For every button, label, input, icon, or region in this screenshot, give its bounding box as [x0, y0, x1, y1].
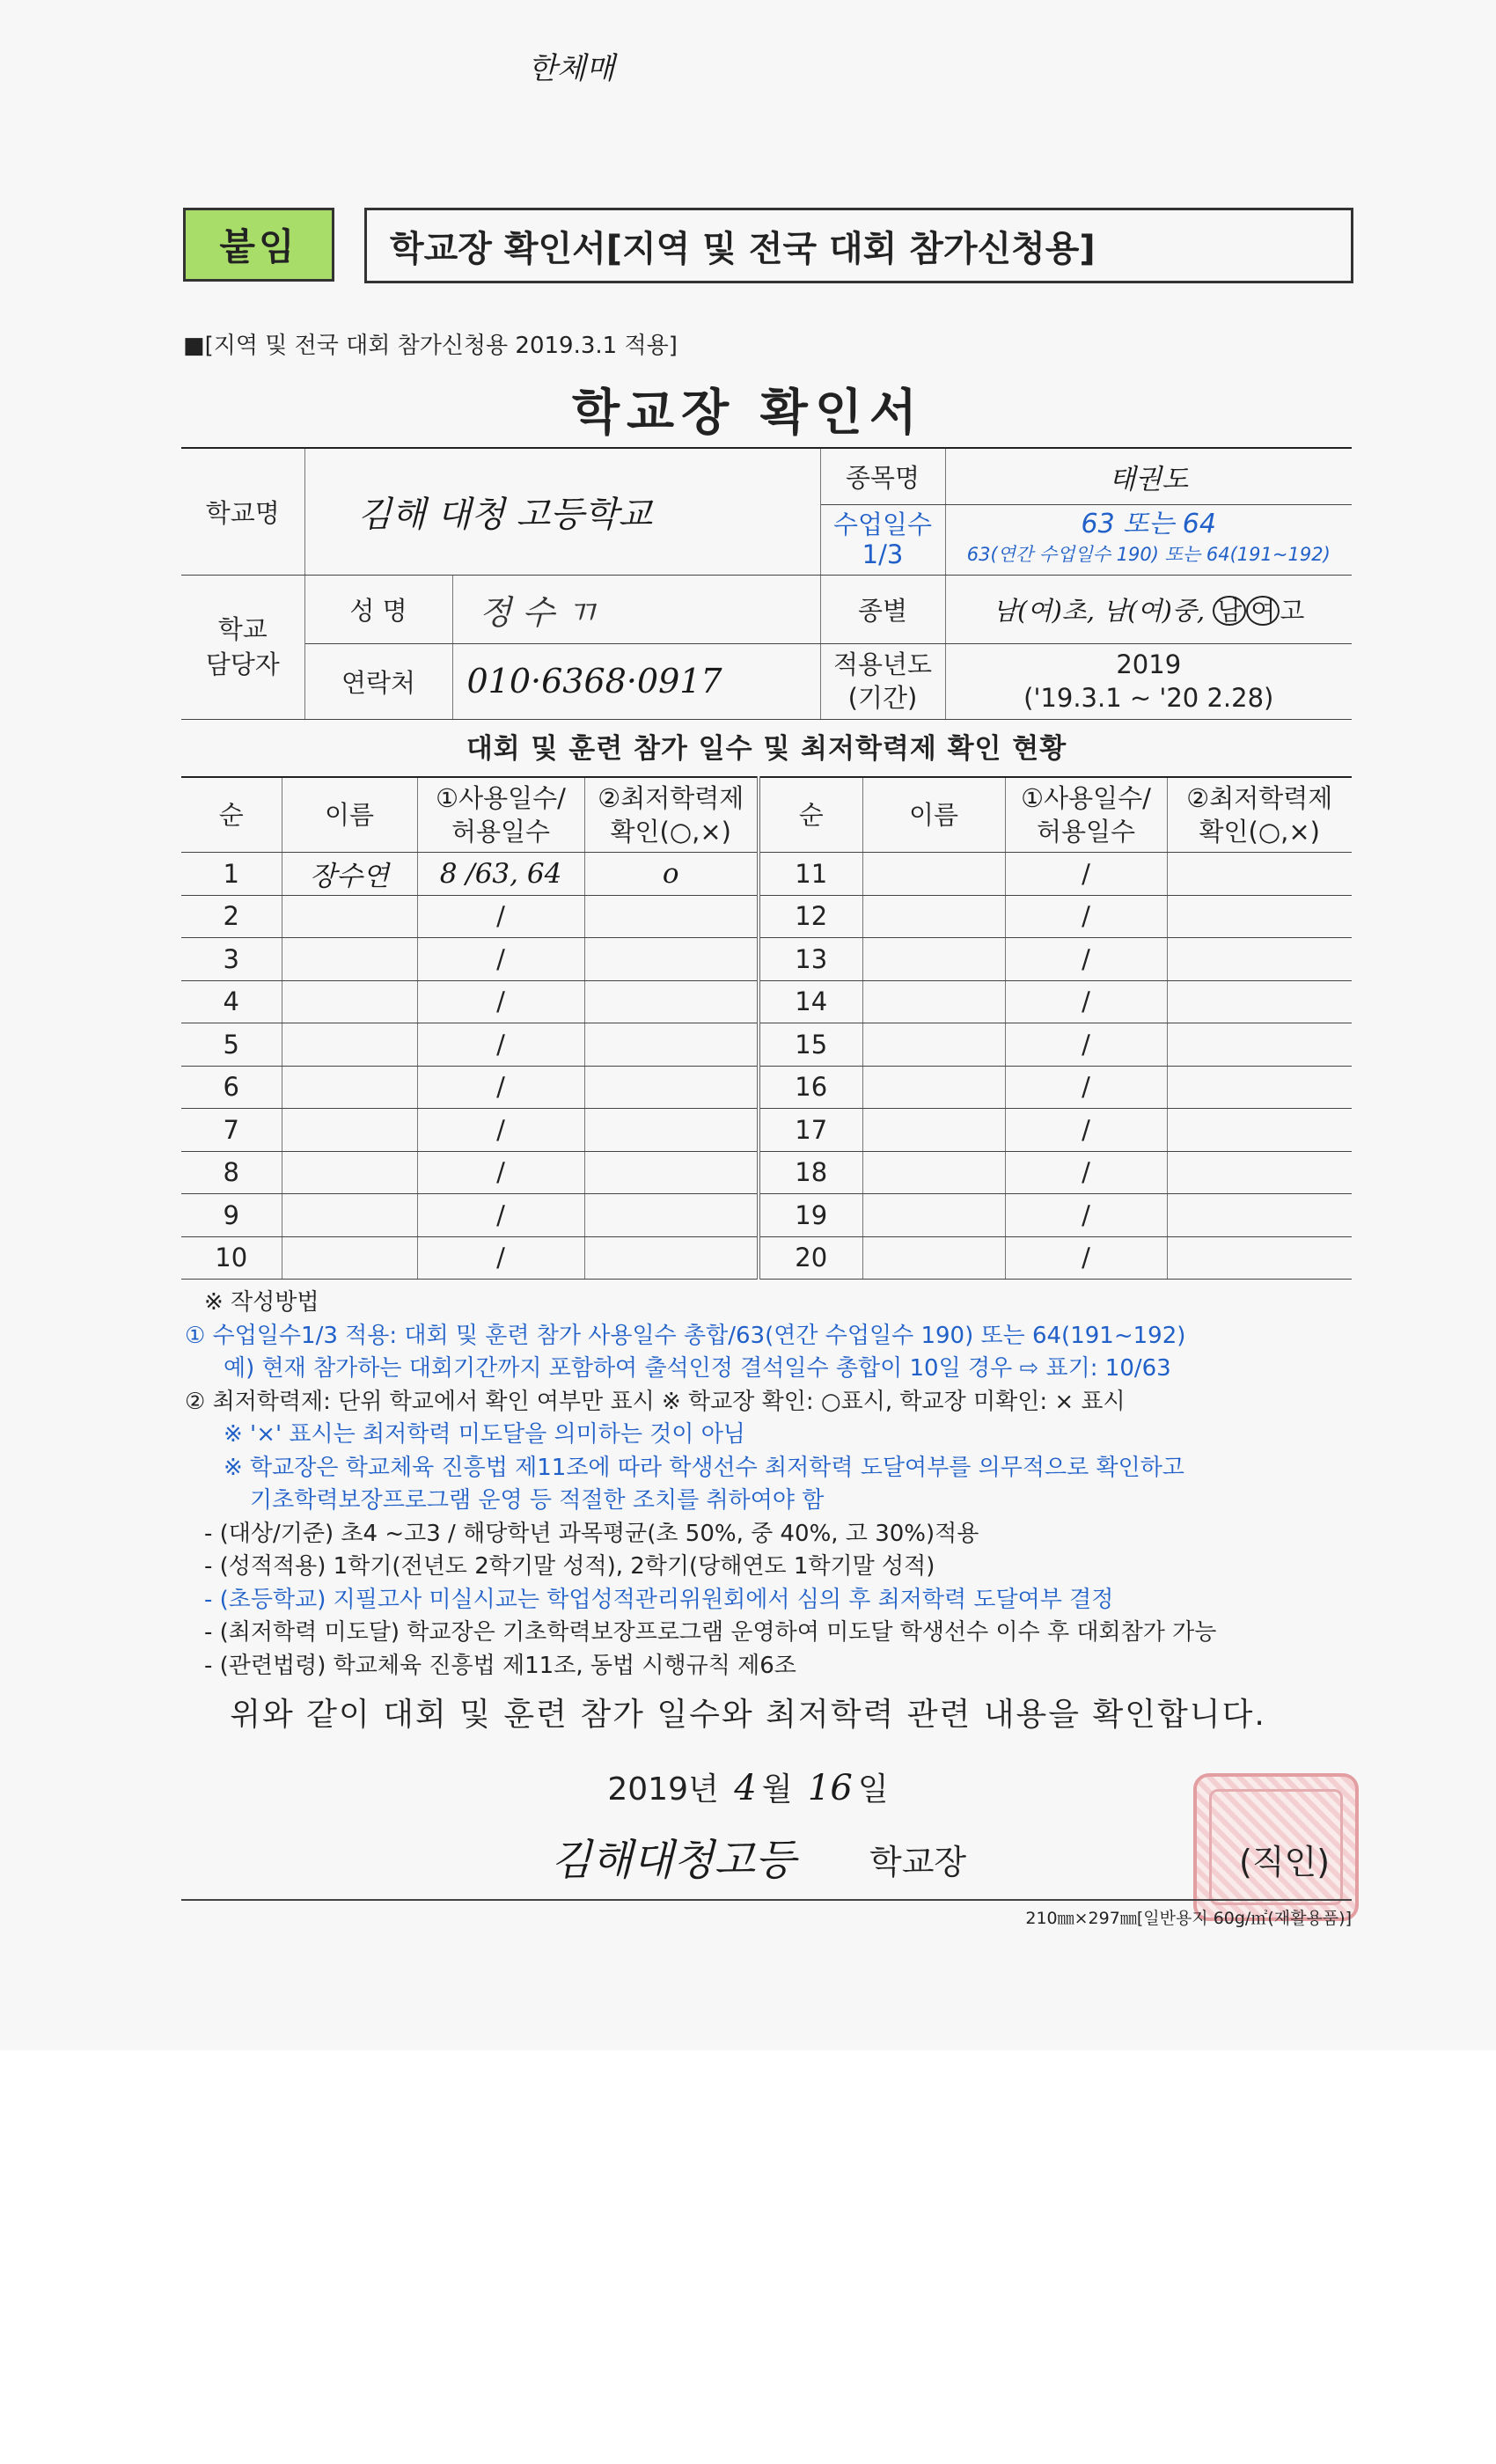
instruction-line: 기초학력보장프로그램 운영 등 적절한 조치를 취하여야 함 — [250, 1487, 825, 1514]
row-min — [584, 1236, 759, 1280]
row-days: / — [1005, 895, 1167, 938]
row-days: / — [417, 1151, 584, 1194]
school-name: 김해 대청 고등학교 — [304, 448, 820, 575]
instruction-line: - (최저학력 미도달) 학교장은 기초학력보장프로그램 운영하여 미도달 학생선수 이수 후 대회참가 가능 — [204, 1619, 1217, 1646]
row-name — [862, 1236, 1005, 1280]
year-value-line1: 2019 — [1116, 649, 1182, 679]
row-no: 20 — [759, 1236, 862, 1280]
principal-label: 학교장 — [869, 1843, 967, 1881]
date-day: 16 — [807, 1768, 853, 1808]
sport-value: 태권도 — [945, 448, 1352, 504]
row-no: 18 — [759, 1151, 862, 1194]
row-min — [1167, 980, 1352, 1023]
year-value — [945, 643, 1352, 719]
row-no: 4 — [181, 980, 282, 1023]
row-days: / — [417, 1066, 584, 1109]
row-days: / — [1005, 980, 1167, 1023]
days-value-line2: 63(연간 수업일수 190) 또는 64(191~192) — [966, 544, 1331, 565]
manager-label-line1: 학교 — [217, 614, 268, 644]
year-value-line2: ('19.3.1 ~ '20 2.28) — [1023, 683, 1274, 713]
row-no: 9 — [181, 1194, 282, 1237]
row-name — [282, 1194, 417, 1237]
row-min — [1167, 1194, 1352, 1237]
row-min — [584, 1109, 759, 1152]
instruction-line: - (대상/기준) 초4 ~고3 / 해당학년 과목평균(초 50%, 중 40%, 고 30%)적용 — [204, 1520, 979, 1547]
row-days: / — [1005, 1236, 1167, 1280]
row-min — [1167, 853, 1352, 896]
row-no: 15 — [759, 1023, 862, 1067]
grid-body — [181, 853, 1352, 1280]
school-label: 학교명 — [181, 448, 304, 575]
row-no: 1 — [181, 853, 282, 896]
col-no-right: 순 — [759, 777, 862, 853]
type-value — [945, 575, 1352, 643]
male-circled: 남 — [1213, 596, 1246, 626]
year-label — [820, 643, 945, 719]
paper-spec-footer: 210㎜×297㎜[일반용지 60g/㎡(재활용품)] — [1025, 1909, 1352, 1928]
col-min-line1: ②최저학력제 — [1186, 783, 1333, 813]
date-month-unit: 월 — [761, 1771, 793, 1808]
seal-label: (직인) — [1239, 1843, 1331, 1881]
instruction-line: ※ '×' 표시는 최저학력 미도달을 의미하는 것이 아님 — [224, 1421, 745, 1448]
table-row — [181, 1194, 1352, 1237]
row-days: / — [417, 1023, 584, 1067]
footer-divider — [181, 1899, 1352, 1901]
year-label-line1: 적용년도 — [832, 649, 933, 679]
date-month: 4 — [734, 1768, 757, 1808]
participation-grid — [181, 776, 1352, 1280]
instruction-line: 예) 현재 참가하는 대회기간까지 포함하여 출석인정 결석일수 총합이 10일 경우 ⇨ 표기: 10/63 — [224, 1355, 1171, 1382]
row-days: / — [417, 1109, 584, 1152]
row-name — [862, 1109, 1005, 1152]
table-row — [181, 1023, 1352, 1067]
row-no: 5 — [181, 1023, 282, 1067]
instruction-line: - (초등학교) 지필고사 미실시교는 학업성적관리위원회에서 심의 후 최저학력 도달여부 결정 — [204, 1586, 1114, 1613]
row-name — [862, 895, 1005, 938]
row-no: 11 — [759, 853, 862, 896]
col-days-line1: ①사용일수/ — [436, 783, 566, 813]
name-value: 정 수 ㄲ — [452, 575, 820, 643]
type-value-prefix: 남(여)초, 남(여)중, — [993, 595, 1214, 626]
row-name — [862, 853, 1005, 896]
row-no: 17 — [759, 1109, 862, 1152]
row-name — [862, 1151, 1005, 1194]
row-min — [1167, 1151, 1352, 1194]
type-label: 종별 — [820, 575, 945, 643]
row-name — [862, 1066, 1005, 1109]
col-days-line1: ①사용일수/ — [1021, 783, 1151, 813]
row-min — [584, 1023, 759, 1067]
date-day-unit: 일 — [857, 1771, 889, 1808]
section-title: 대회 및 훈련 참가 일수 및 최저학력제 확인 현황 — [466, 733, 1067, 765]
col-min-line1: ②최저학력제 — [598, 783, 744, 813]
row-name — [862, 938, 1005, 981]
attachment-badge: 붙임 — [183, 208, 334, 282]
col-min-right — [1167, 777, 1352, 853]
row-no: 7 — [181, 1109, 282, 1152]
row-days: 8 /63, 64 — [417, 853, 584, 896]
row-min — [584, 1151, 759, 1194]
col-name-left: 이름 — [282, 777, 417, 853]
row-min — [1167, 895, 1352, 938]
table-row — [181, 895, 1352, 938]
row-days: / — [417, 1236, 584, 1280]
col-min-line2: 확인(○,×) — [1199, 817, 1320, 847]
instruction-line: ① 수업일수1/3 적용: 대회 및 훈련 참가 사용일수 총합/63(연간 수업일수 190) 또는 64(191~192) — [185, 1322, 1186, 1349]
row-name — [282, 1023, 417, 1067]
page-title: 학교장 확인서 — [571, 385, 925, 442]
days-label-line1: 수업일수 — [832, 510, 933, 539]
row-name — [862, 1194, 1005, 1237]
row-min — [1167, 1023, 1352, 1067]
year-label-line2: (기간) — [847, 683, 918, 713]
row-min — [1167, 1236, 1352, 1280]
table-row — [181, 980, 1352, 1023]
row-name — [282, 1066, 417, 1109]
row-no: 12 — [759, 895, 862, 938]
row-no: 19 — [759, 1194, 862, 1237]
signature-row — [181, 1826, 1352, 1896]
row-name — [282, 980, 417, 1023]
table-row — [181, 1236, 1352, 1280]
row-min — [584, 1194, 759, 1237]
instruction-line: - (관련법령) 학교체육 진흥법 제11조, 동법 시행규칙 제6조 — [204, 1652, 796, 1679]
sport-label: 종목명 — [820, 448, 945, 504]
row-days: / — [417, 1194, 584, 1237]
table-row — [181, 853, 1352, 896]
name-label: 성 명 — [304, 575, 452, 643]
row-no: 14 — [759, 980, 862, 1023]
row-no: 10 — [181, 1236, 282, 1280]
row-no: 16 — [759, 1066, 862, 1109]
row-min — [1167, 938, 1352, 981]
col-days-line2: 허용일수 — [451, 817, 551, 847]
row-days: / — [1005, 1066, 1167, 1109]
row-min: o — [584, 853, 759, 896]
manager-label — [181, 575, 304, 719]
female-circled: 여 — [1246, 596, 1280, 626]
row-name — [282, 938, 417, 981]
row-name — [282, 1236, 417, 1280]
contact-value: 010·6368·0917 — [452, 643, 820, 719]
date-year: 2019년 — [607, 1771, 719, 1808]
days-label-line2: 1/3 — [862, 539, 904, 569]
instruction-line: - (성적적용) 1학기(전년도 2학기말 성적), 2학기(당해연도 1학기말 성적) — [204, 1553, 935, 1580]
row-days: / — [1005, 1151, 1167, 1194]
row-days: / — [1005, 938, 1167, 981]
handwritten-note: 한체매 — [528, 51, 615, 86]
row-min — [584, 895, 759, 938]
col-min-left — [584, 777, 759, 853]
instructions — [185, 1287, 1366, 1683]
confirmation-statement: 위와 같이 대회 및 훈련 참가 일수와 최저학력 관련 내용을 확인합니다. — [230, 1697, 1266, 1733]
row-days: / — [417, 938, 584, 981]
row-no: 8 — [181, 1151, 282, 1194]
row-name — [282, 1151, 417, 1194]
row-days: / — [1005, 1194, 1167, 1237]
row-name — [282, 1109, 417, 1152]
table-row — [181, 1151, 1352, 1194]
col-days-left — [417, 777, 584, 853]
school-signature: 김해대청고등 — [551, 1836, 796, 1885]
row-name — [862, 980, 1005, 1023]
col-days-line2: 허용일수 — [1036, 817, 1136, 847]
row-min — [1167, 1066, 1352, 1109]
contact-label: 연락처 — [304, 643, 452, 719]
row-days: / — [1005, 1023, 1167, 1067]
row-min — [584, 1066, 759, 1109]
row-min — [584, 938, 759, 981]
row-min — [584, 980, 759, 1023]
row-days: / — [1005, 1109, 1167, 1152]
table-row — [181, 1066, 1352, 1109]
table-row — [181, 938, 1352, 981]
row-no: 13 — [759, 938, 862, 981]
row-days: / — [417, 895, 584, 938]
type-value-suffix: 고 — [1280, 595, 1305, 626]
row-name — [862, 1023, 1005, 1067]
days-value — [945, 504, 1352, 575]
row-no: 6 — [181, 1066, 282, 1109]
days-value-line1: 63 또는 64 — [1081, 509, 1216, 539]
applicability-note: ■[지역 및 전국 대회 참가신청용 2019.3.1 적용] — [183, 333, 678, 359]
col-no-left: 순 — [181, 777, 282, 853]
info-table — [181, 447, 1352, 720]
col-name-right: 이름 — [862, 777, 1005, 853]
instruction-line: ② 최저학력제: 단위 학교에서 확인 여부만 표시 ※ 학교장 확인: ○표시, 학교장 미확인: × 표시 — [185, 1388, 1126, 1415]
header-title-box: 학교장 확인서[지역 및 전국 대회 참가신청용] — [364, 208, 1353, 283]
days-label — [820, 504, 945, 575]
row-name — [282, 895, 417, 938]
col-min-line2: 확인(○,×) — [610, 817, 731, 847]
instruction-line: ※ 학교장은 학교체육 진흥법 제11조에 따라 학생선수 최저학력 도달여부를 의무적으로 확인하고 — [224, 1454, 1184, 1481]
col-days-right — [1005, 777, 1167, 853]
row-days: / — [1005, 853, 1167, 896]
row-no: 2 — [181, 895, 282, 938]
grid-header-row — [181, 777, 1352, 853]
row-no: 3 — [181, 938, 282, 981]
row-name: 장수연 — [282, 853, 417, 896]
manager-label-line2: 담당자 — [205, 649, 280, 679]
row-min — [1167, 1109, 1352, 1152]
row-days: / — [417, 980, 584, 1023]
table-row — [181, 1109, 1352, 1152]
instruction-line: ※ 작성방법 — [204, 1289, 319, 1316]
